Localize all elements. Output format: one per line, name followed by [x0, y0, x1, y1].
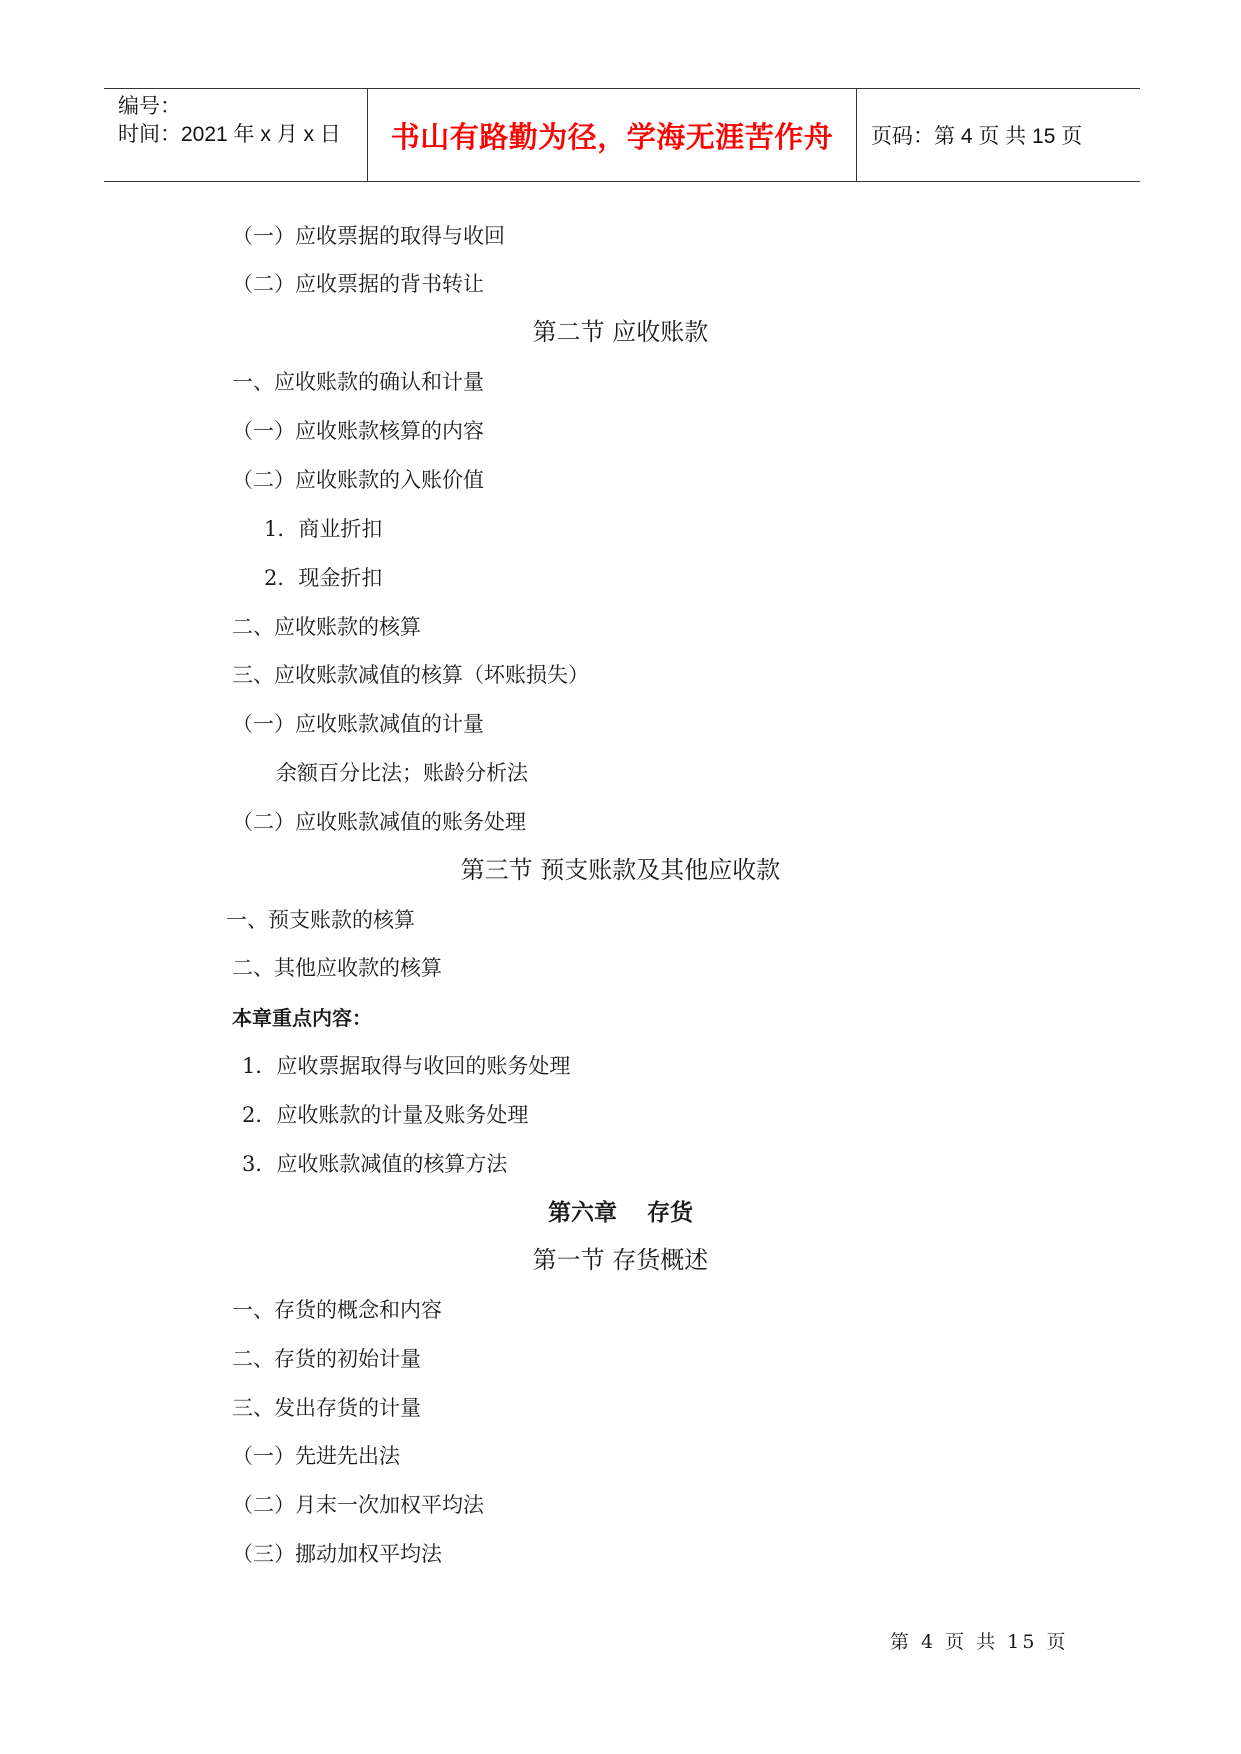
key-points-heading: 本章重点内容：	[232, 1006, 372, 1030]
document-time-label: 时间：2021 年 x 月 x 日	[118, 123, 341, 146]
list-item: （三）挪动加权平均法	[232, 1542, 442, 1566]
list-item: （二）应收票据的背书转让	[232, 272, 484, 296]
list-item: 三、发出存货的计量	[232, 1396, 421, 1420]
list-item: 二、存货的初始计量	[232, 1347, 421, 1371]
list-item: （一）应收票据的取得与收回	[232, 224, 505, 248]
list-item: 余额百分比法；账龄分析法	[276, 761, 528, 785]
list-item: 二、应收账款的核算	[232, 615, 421, 639]
list-item: 一、应收账款的确认和计量	[232, 370, 484, 394]
section-title: 第三节 预支账款及其他应收款	[460, 856, 781, 884]
list-item: 二、其他应收款的核算	[232, 956, 442, 980]
page-footer: 第 4 页 共 15 页	[890, 1631, 1069, 1653]
list-item: （二）应收账款减值的账务处理	[232, 810, 526, 834]
list-item: （一）应收账款减值的计量	[232, 712, 484, 736]
chapter-name: 存货	[647, 1200, 693, 1226]
header-page-label: 页码：第 4 页 共 15 页	[871, 125, 1083, 148]
page-header	[104, 88, 1140, 182]
header-motto: 书山有路勤为径，学海无涯苦作舟	[368, 89, 857, 181]
list-item: 一、存货的概念和内容	[232, 1298, 442, 1322]
list-item: （一）先进先出法	[232, 1444, 400, 1468]
chapter-title	[0, 1199, 1241, 1227]
list-item: 1．商业折扣	[264, 517, 383, 541]
list-item: 三、应收账款减值的核算（坏账损失）	[232, 663, 589, 687]
list-item: 2．应收账款的计量及账务处理	[242, 1103, 529, 1127]
chapter-number: 第六章	[548, 1200, 617, 1226]
list-item: （一）应收账款核算的内容	[232, 419, 484, 443]
list-item: （二）应收账款的入账价值	[232, 468, 484, 492]
list-item: 1．应收票据取得与收回的账务处理	[242, 1054, 571, 1078]
list-item: （二）月末一次加权平均法	[232, 1493, 484, 1517]
list-item: 3．应收账款减值的核算方法	[242, 1152, 508, 1176]
document-number-label: 编号：	[118, 95, 181, 118]
list-item: 一、预支账款的核算	[226, 908, 415, 932]
header-meta	[104, 89, 368, 181]
list-item: 2．现金折扣	[264, 566, 383, 590]
section-title: 第一节 存货概述	[532, 1246, 709, 1274]
section-title: 第二节 应收账款	[532, 318, 709, 346]
